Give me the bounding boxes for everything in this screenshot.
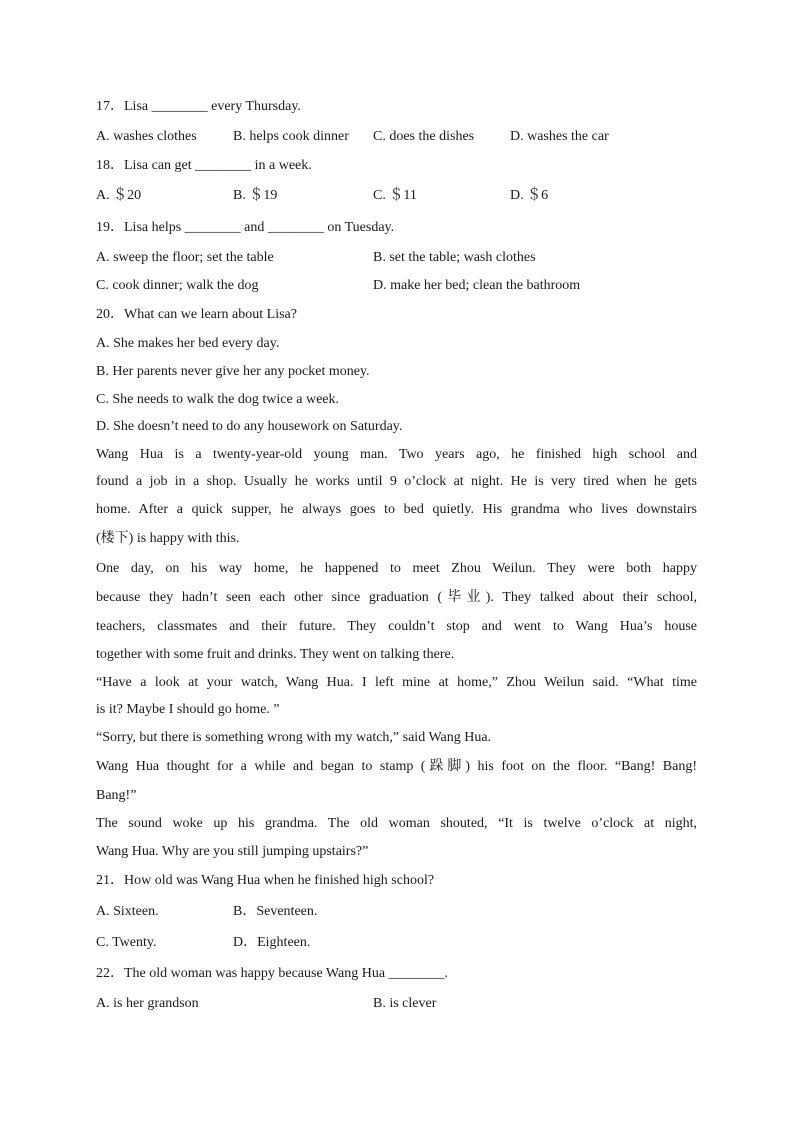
question-17-stem: 17．Lisa ________ every Thursday. <box>96 99 301 114</box>
question-21-option-d: D．Eighteen. <box>233 935 311 950</box>
question-20-option-a: A. She makes her bed every day. <box>96 336 280 351</box>
passage-line: because they hadn’t seen each other since graduation (毕业). They talked about their school, <box>96 590 697 605</box>
question-20-option-d: D. She doesn’t need to do any housework on Saturday. <box>96 419 403 434</box>
passage-line: together with some fruit and drinks. They went on talking there. <box>96 647 455 662</box>
question-17-option-a: A. washes clothes <box>96 129 197 144</box>
question-21-option-a: A. Sixteen. <box>96 904 159 919</box>
passage-line: One day, on his way home, he happened to meet Zhou Weilun. They were both happy <box>96 561 697 576</box>
question-18-option-c: C. ＄11 <box>373 188 417 203</box>
question-17-option-c: C. does the dishes <box>373 129 475 144</box>
passage-line: Wang Hua is a twenty-year-old young man. Two years ago, he finished high school and <box>96 447 697 462</box>
question-17-option-d: D. washes the car <box>510 129 609 144</box>
question-20-option-b: B. Her parents never give her any pocket money. <box>96 364 370 379</box>
question-19-option-c: C. cook dinner; walk the dog <box>96 278 259 293</box>
question-22-option-b: B. is clever <box>373 996 437 1011</box>
question-19-option-b: B. set the table; wash clothes <box>373 250 536 265</box>
question-18-option-a: A. ＄20 <box>96 188 142 203</box>
question-17-option-b: B. helps cook dinner <box>233 129 349 144</box>
passage-line: Wang Hua. Why are you still jumping upstairs?” <box>96 844 369 859</box>
question-19-option-d: D. make her bed; clean the bathroom <box>373 278 581 293</box>
question-22-option-a: A. is her grandson <box>96 996 199 1011</box>
question-18-option-b: B. ＄19 <box>233 188 278 203</box>
passage-line: (楼下) is happy with this. <box>96 531 240 546</box>
passage-line: Wang Hua thought for a while and began to stamp (跺脚) his foot on the floor. “Bang! Bang! <box>96 759 697 774</box>
question-19-option-a: A. sweep the floor; set the table <box>96 250 274 265</box>
question-20-option-c: C. She needs to walk the dog twice a week. <box>96 392 339 407</box>
passage-line: teachers, classmates and their future. They couldn’t stop and went to Wang Hua’s house <box>96 619 697 634</box>
question-21-option-b: B．Seventeen. <box>233 904 318 919</box>
question-19-stem: 19．Lisa helps ________ and ________ on Tuesday. <box>96 220 395 235</box>
passage-line: found a job in a shop. Usually he works until 9 o’clock at night. He is very tired when he gets <box>96 474 697 489</box>
question-21-option-c: C. Twenty. <box>96 935 157 950</box>
passage-line: The sound woke up his grandma. The old woman shouted, “It is twelve o’clock at night, <box>96 816 697 831</box>
question-18-option-d: D. ＄6 <box>510 188 549 203</box>
question-20-stem: 20．What can we learn about Lisa? <box>96 307 297 322</box>
question-21-stem: 21．How old was Wang Hua when he finished high school? <box>96 873 435 888</box>
passage-line: Bang!” <box>96 788 137 803</box>
question-18-stem: 18．Lisa can get ________ in a week. <box>96 158 312 173</box>
passage-line: home. After a quick supper, he always goes to bed quietly. His grandma who lives downstairs <box>96 502 697 517</box>
passage-line: is it? Maybe I should go home. ” <box>96 702 280 717</box>
passage-line: “Sorry, but there is something wrong with my watch,” said Wang Hua. <box>96 730 492 745</box>
passage-line: “Have a look at your watch, Wang Hua. I left mine at home,” Zhou Weilun said. “What time <box>96 675 697 690</box>
question-22-stem: 22．The old woman was happy because Wang Hua ________. <box>96 966 449 981</box>
